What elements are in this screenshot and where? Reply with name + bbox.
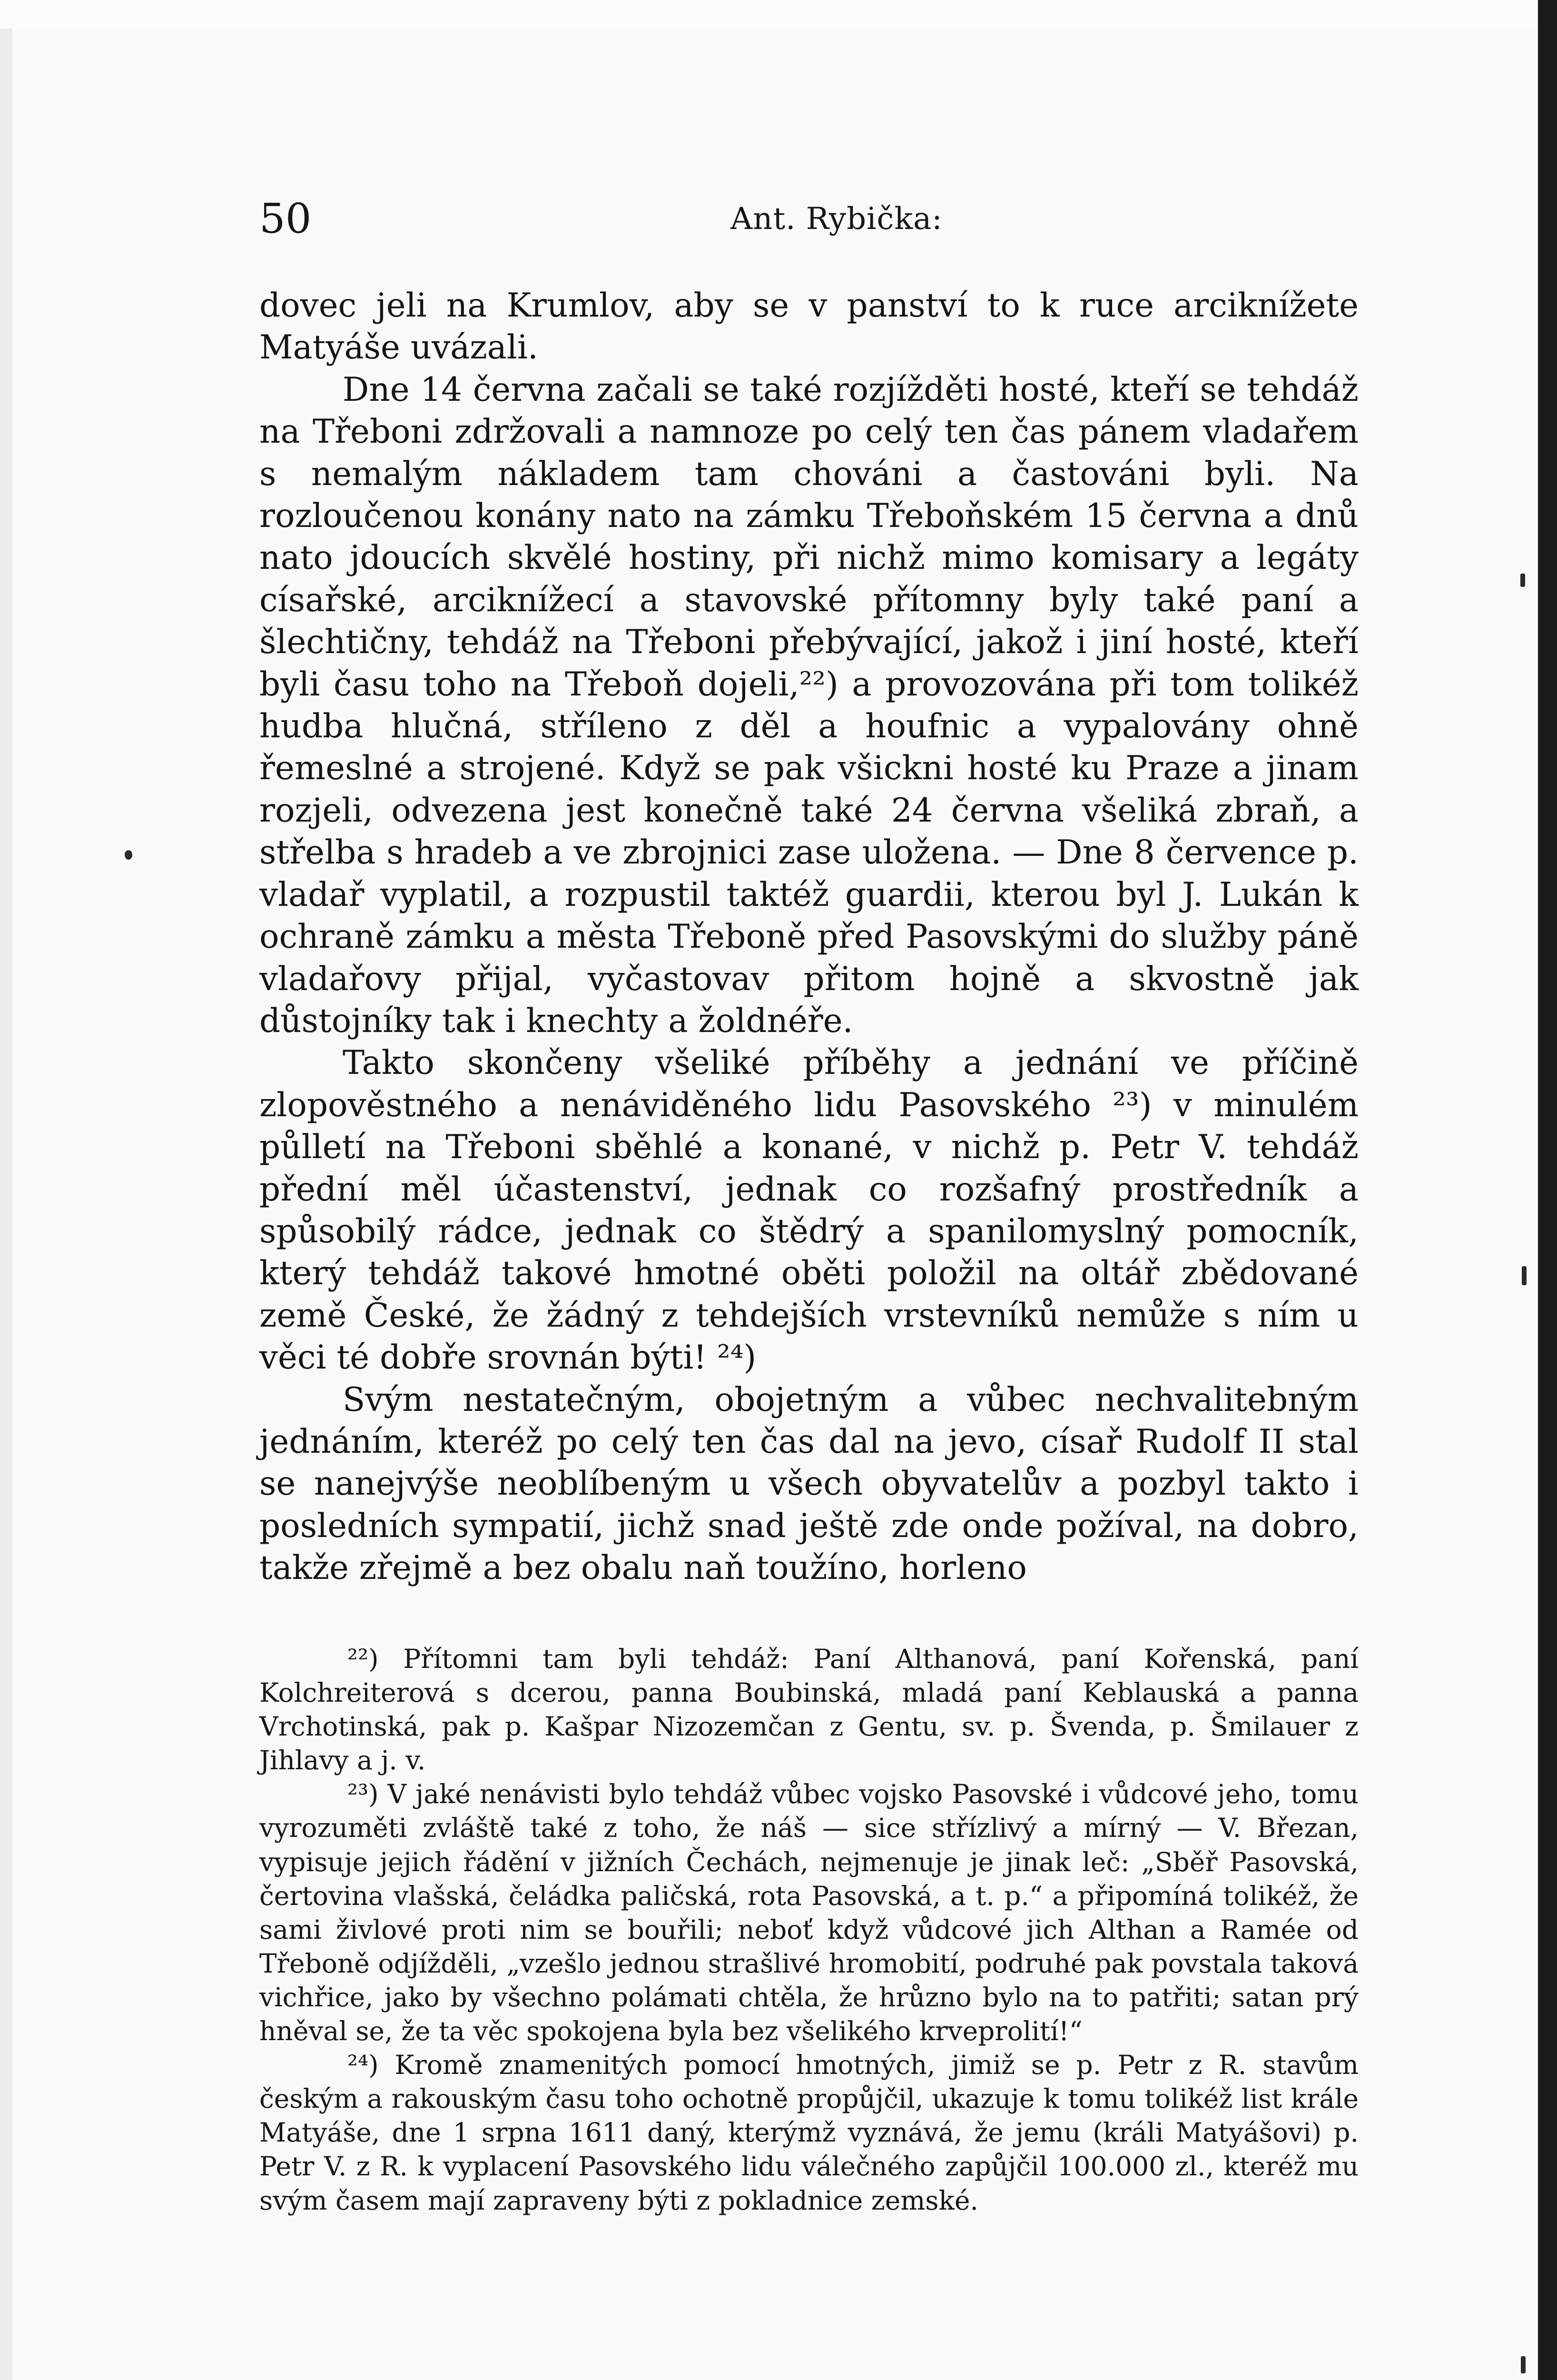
page-edge-right	[1538, 0, 1557, 2380]
paragraph: dovec jeli na Krumlov, aby se v panství to k ruce arciknížete Matyáše uvázali.	[259, 287, 1359, 367]
paragraph: Takto skončeny všeliké příběhy a jednání ve příčině zlopověstného a nenáviděného lidu Pasovského ²³) v minulém půlletí na Třeboni sběhlé a konané, v nichž p. Petr V. tehdáž přední měl účastenství, jednak co rozšafný prostředník a spůsobilý rádce, jednak co štědrý a spanilomyslný pomocník, který tehdáž takové hmotné oběti položil na oltář zbědované země České, že žádný z tehdejších vrstevníků nemůže s ním u věci té dobře srovnán býti! ²⁴)	[259, 1044, 1359, 1377]
ink-speck	[125, 850, 132, 860]
page-number: 50	[259, 195, 312, 243]
main-text	[259, 285, 1359, 1589]
paragraph: Dne 14 června začali se také rozjížděti hosté, kteří se tehdáž na Třeboni zdržovali a namnoze po celý ten čas pánem vladařem s nemalým nákladem tam chováni a častováni byli. Na rozloučenou konány nato na zámku Třeboňském 15 června a dnů nato jdoucích skvělé hostiny, při nichž mimo komisary a legáty císařské, arciknížecí a stavovské přítomny byly také paní a šlechtičny, tehdáž na Třeboni přebývající, jakož i jiní hosté, kteří byli času toho na Třeboň dojeli,²²) a provozována při tom tolikéž hudba hlučná, stříleno z děl a houfnic a vypalovány ohně řemeslné a strojené. Když se pak všickni hosté ku Praze a jinam rozjeli, odvezena jest konečně také 24 června všeliká zbraň, a střelba s hradeb a ve zbrojnici zase uložena. — Dne 8 července p. vladař vyplatil, a rozpustil taktéž guardii, kterou byl J. Lukán k ochraně zámku a města Třeboně před Pasovskými do služby páně vladařovy přijal, vyčastovav přitom hojně a skvostně jak důstojníky tak i knechty a žoldnéře.	[259, 370, 1359, 1040]
ink-speck	[1522, 1266, 1527, 1285]
page-header	[259, 193, 1359, 245]
ink-speck	[1521, 2356, 1526, 2373]
footnote: ²⁴) Kromě znamenitých pomocí hmotných, jimiž se p. Petr z R. stavům českým a rakouským času toho ochotně propůjčil, ukazuje k tomu tolikéž list krále Matyáše, dne 1 srpna 1611 daný, kterýmž vyznává, že jemu (králi Matyášovi) p. Petr V. z R. k vyplacení Pasovského lidu válečného zapůjčil 100.000 zl., kteréž mu svým časem mají zapraveny býti z pokladnice zemské.	[259, 2050, 1359, 2216]
footnotes	[259, 1642, 1359, 2218]
running-head: Ant. Rybička:	[730, 201, 943, 237]
page-edge-left	[0, 0, 12, 2380]
ink-speck	[1520, 574, 1525, 587]
footnote: ²³) V jaké nenávisti bylo tehdáž vůbec vojsko Pasovské i vůdcové jeho, tomu vyrozuměti zvláště také z toho, že náš — sice střízlivý a mírný — V. Březan, vypisuje jejich řádění v jižních Čechách, nejmenuje je jinak leč: „Sběř Pasovská, čertovina vlašská, čeládka paličská, rota Pasovská, a t. p.“ a připomíná tolikéž, že sami živlové proti nim se bouřili; neboť když vůdcové jich Althan a Ramée od Třeboně odjížděli, „vzešlo jednou strašlivé hromobití, podruhé pak povstala taková vichřice, jako by všechno polámati chtěla, že hrůzno bylo na to patřiti; satan prý hněval se, že ta věc spokojena byla bez všelikého krveprolití!“	[259, 1779, 1359, 2047]
paragraph: Svým nestatečným, obojetným a vůbec nechvalitebným jednáním, kteréž po celý ten čas dal na jevo, císař Rudolf II stal se nanejvýše neoblíbeným u všech obyvatelův a pozbyl takto i posledních sympatií, jichž snad ještě zde onde požíval, na dobro, takže zřejmě a bez obalu naň toužíno, horleno	[259, 1380, 1359, 1587]
page-edge-top	[0, 0, 1557, 29]
footnote: ²²) Přítomni tam byli tehdáž: Paní Althanová, paní Kořenská, paní Kolchreiterová s dcerou, panna Boubinská, mladá paní Keblauská a panna Vrchotinská, pak p. Kašpar Nizozemčan z Gentu, sv. p. Švenda, p. Šmilauer z Jihlavy a j. v.	[259, 1644, 1359, 1776]
